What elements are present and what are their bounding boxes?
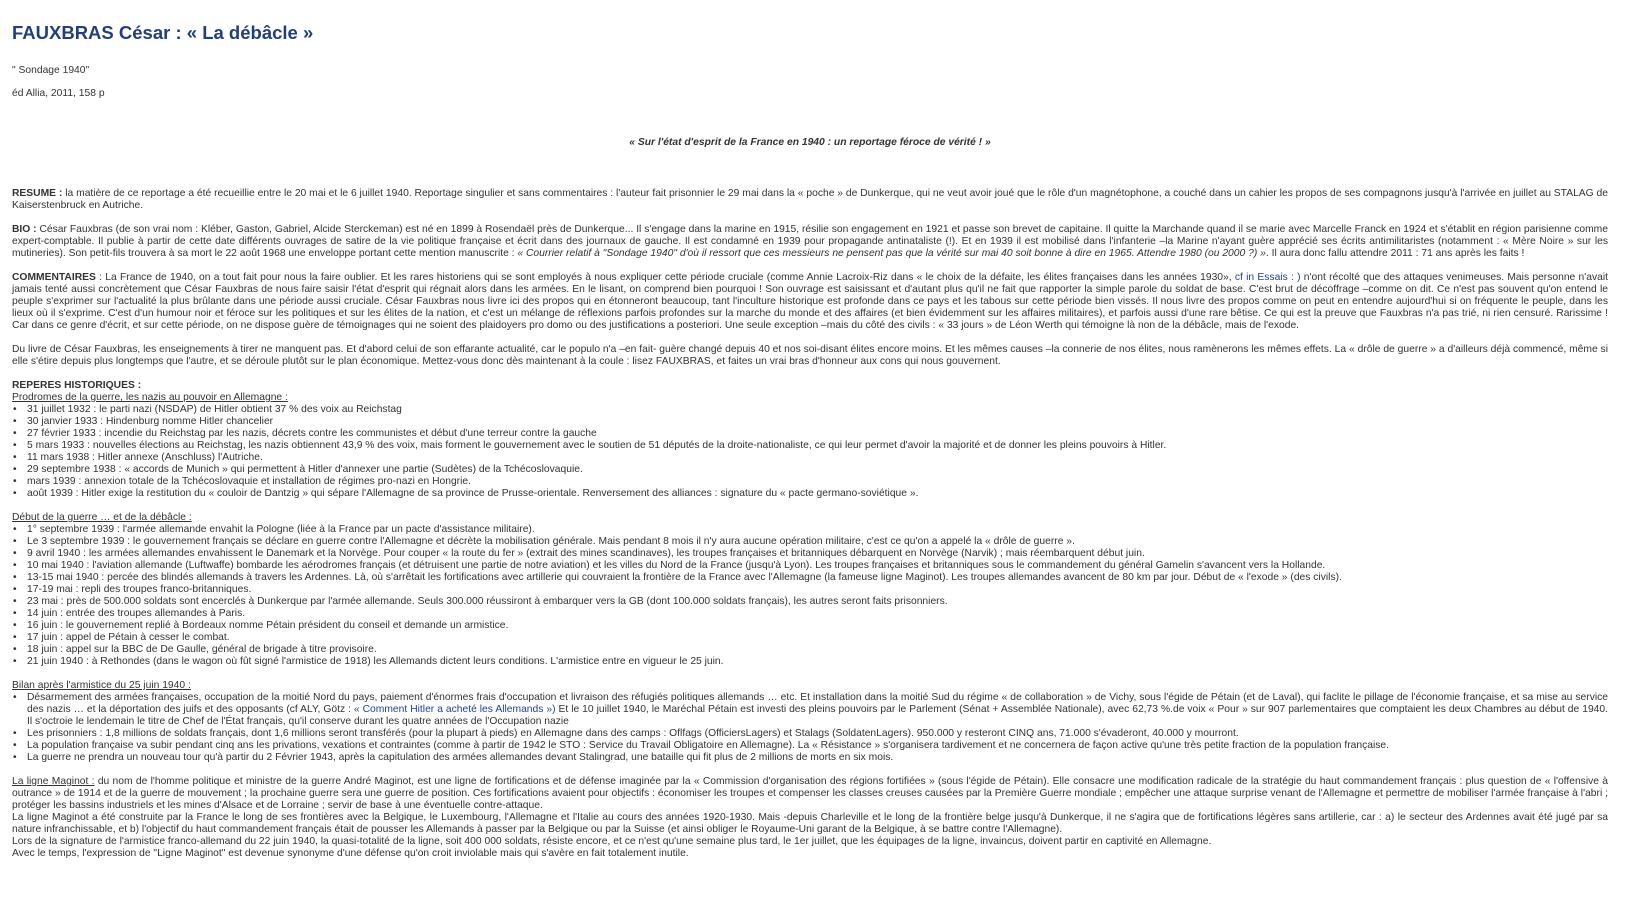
commentaires-text-rest: n'ont récolté que des attaques venimeuses. Mais personne n'avait jamais tenté aussi concrètement que César Fauxbras de nous faire saisir l'état d'esprit qui régnait alors dans les armées. En le lisant, on comprend bien pourquoi ! Son ouvrage est saisissant et d'autant plus qu'il ne fait que rapporter la simple parole du soldat de base. C'est brut de décoffrage –comme on dit. Ce n'est pas souvent qu'on entend le peuple s'exprimer sur l'actualité la plus brûlante dans une période aussi cruciale. César Fauxbras nous livre ici des propos qui en étonneront beaucoup, tant l'inculture historique est profonde dans ce pays et les tabous sur cette période bien vissés. Il nous livre des propos comme on peut en entendre aujourd'hui si on fréquente le peuple, dans les lieux où il s'exprime. C'est d'un humour noir et féroce sur les politiques et sur les élites de la nation, et c'est un mélange de réflexions parfois profondes sur la marche du monde et des affaires (et bien évidemment sur les affaires militaires), et parfois aussi d'une rare bêtise. Ce qui est la preuve que Fauxbras n'a pas trié, ni rien censuré. Rarissime ! Car dans ce genre d'écrit, et sur cette période, on ne dispose guère de témoignages qui ne soient des plaidoyers pro domo ou des justifications a posteriori. Une seule exception –mais du côté des civils : « 33 jours » de Léon Werth qui témoigne là non de la débâcle, mais de l'exode. [12,272,1608,331]
prodromes-title: Prodromes de la guerre, les nazis au pouvoir en Allemagne : [12,392,288,403]
list-item: • 23 mai : près de 500.000 soldats sont encerclés à Dunkerque par l'armée allemande. Seuls 300.000 réussiront à embarquer vers la GB (dont 100.000 soldats français), les autres seront faits prisonniers. [12,596,1608,608]
maginot-paragraph: Avec le temps, l'expression de "Ligne Maginot" est devenue synonyme d'une défense qu'on croit inviolable mais qui s'avère en fait totalement inutile. [12,848,689,859]
tagline: « Sur l'état d'esprit de la France en 1940 : un reportage féroce de vérité ! » [629,137,991,148]
maginot-section [12,776,1608,860]
list-item: • Le 3 septembre 1939 : le gouvernement français se déclare en guerre contre l'Allemagne et décrète la mobilisation générale. Mais pendant 8 mois il n'y aura aucune opération militaire, c'est ce qu'on a appelé la « drôle de guerre ». [12,536,1608,548]
reperes-heading: REPERES HISTORIQUES : [12,380,142,391]
debut-list [12,524,1608,668]
maginot-paragraph: La ligne Maginot a été construite par la France le long de ses frontières avec la Belgique, le Luxembourg, l'Allemagne et l'Italie au cours des années 1920-1930. Mais -depuis Charleville et le long de la frontière belge jusqu'à Dunkerque, il ne s'agira que de fortifications légères sans artillerie, car : a) le secteur des Ardennes avait été jugé par sa nature infranchissable, et b) l'objectif du haut commandement français était de pousser les Allemands à passer par la Belgique ou par la Suisse (et ainsi obliger le Royaume-Uni garant de la Belgique, à se battre contre l'Allemagne). [12,812,1608,835]
list-item: • 17-19 mai : repli des troupes franco-britanniques. [12,584,1608,596]
bilan-text: Désarmement des armées françaises, occupation de la moitié Nord du pays, paiement d'énormes frais d'occupation et livraison des réfugiés politiques allemands … etc. Et installation dans la moitié Sud du régime « de collaboration » de Vichy, sous l'égide de Pétain (et de Laval), qui faclite le pillage de l'économie française, et sa mise au service des nazis … et la déportation des juifs et des opposants (cf ALY, Götz : [27,692,1608,715]
list-item: • 21 juin 1940 : à Rethondes (dans le wagon où fût signé l'armistice de 1918) les Allemands dictent leurs conditions. L'armistice entre en vigueur le 25 juin. [12,656,1608,668]
commentaires-text: : La France de 1940, on a tout fait pour nous la faire oublier. Et les rares historiens qui se sont employés à nous expliquer cette période cruciale (comme Annie Lacroix-Riz dans « le choix de la défaite, les élites françaises dans les années 1930», [95,272,1235,283]
resume-label: RESUME : [12,188,63,199]
list-item: • 14 juin : entrée des troupes allemandes à Paris. [12,608,1608,620]
debut-section [12,512,1608,668]
bio-paragraph [12,224,1608,260]
list-item: • 16 juin : le gouvernement replié à Bordeaux nomme Pétain président du conseil et demande un armistice. [12,620,1608,632]
resume-text: la matière de ce reportage a été recueillie entre le 20 mai et le 6 juillet 1940. Reportage singulier et sans commentaires : l'auteur fait prisonnier le 29 mai dans la « poche » de Dunkerque, qui ne veut avoir joué que le rôle d'un magnétophone, a couché dans un cahier les propos de ses compagnons jusqu'à l'arrivée en juillet au STALAG de Kaiserstenbruck en Autriche. [12,188,1608,211]
aly-link[interactable]: « Comment Hitler a acheté les Allemands ») [353,704,556,715]
list-item: • 5 mars 1933 : nouvelles élections au Reichstag, les nazis obtiennent 43,9 % des voix, mais forment le gouvernement avec le soutien de 51 députés de la droite-nationaliste, ce qui leur permet d'avoir la majorité et de donner les pleins pouvoirs à Hitler. [12,440,1608,452]
list-item: • La guerre ne prendra un nouveau tour qu'à partir du 2 Février 1943, après la capitulation des armées allemandes devant Stalingrad, une bataille qui fit plus de 2 millions de morts en six mois. [12,752,1608,764]
list-item [12,692,1608,728]
bio-text: César Fauxbras (de son vrai nom : Kléber, Gaston, Gabriel, Alcide Sterckeman) est né en 1899 à Rosendaël près de Dunkerque... Il s'engage dans la marine en 1915, résilie son engagement en 1921 et passe son brevet de capitaine. Il quitte la Marchande quand il se marie avec Marcelle Franck en 1924 et s'établit en région parisienne comme expert-comptable. Il publie à partir de cette date différents ouvrages de satire de la vie politique française et écrit dans des journaux de gauche. Il est condamné en 1939 pour propagande antinataliste (!). Et en 1939 il est mobilisé dans l'infanterie –la Marine n'ayant guère apprécié ses écrits antimilitaristes (notamment : « Mère Noire » sur les mutineries). Son petit-fils trouvera à sa mort le 22 août 1968 une enveloppe portant cette mention manuscrite : [12,224,1608,259]
list-item: • mars 1939 : annexion totale de la Tchécoslovaquie et installation de régimes pro-nazi en Hongrie. [12,476,1608,488]
resume-paragraph [12,188,1608,212]
bilan-text-rest: Et le 10 juillet 1940, le Maréchal Pétain est investi des pleins pouvoirs par le Parlement (Sénat + Assemblée Nationale), avec 62,73 %.de voix « Pour » sur 907 parlementaires que comptaient les deux Chambres au début de 1940. Il s'octroie le lendemain le titre de Chef de l'État français, qu'il conserve durant les quatre années de l'Occupation nazie [27,704,1608,727]
maginot-paragraph: Lors de la signature de l'armistice franco-allemand du 22 juin 1940, la quasi-totalité de la ligne, soit 400 000 soldats, résiste encore, et ce n'est qu'une semaine plus tard, le 1er juillet, que les équipages de la ligne, invaincus, doivent partir en captivité en Allemagne. [12,836,1212,847]
list-item: • 1° septembre 1939 : l'armée allemande envahit la Pologne (liée à la France par un pacte d'assistance militaire). [12,524,1608,536]
list-item: • 17 juin : appel de Pétain à cesser le combat. [12,632,1608,644]
list-item: • août 1939 : Hitler exige la restitution du « couloir de Dantzig » qui sépare l'Allemagne de sa province de Prusse-orientale. Renversement des alliances : signature du « pacte germano-soviétique ». [12,488,1608,500]
prodromes-list [12,404,1608,500]
bilan-title: Bilan après l'armistice du 25 juin 1940 : [12,680,191,691]
list-item: • 31 juillet 1932 : le parti nazi (NSDAP) de Hitler obtient 37 % des voix au Reichstag [12,404,1608,416]
bio-label: BIO : [12,224,37,235]
list-item: • 9 avril 1940 : les armées allemandes envahissent le Danemark et la Norvège. Pour couper « la route du fer » (extrait des mines scandinaves), les troupes françaises et britanniques débarquent en Norvège (Narvik) ; mais réembarquent début juin. [12,548,1608,560]
maginot-paragraph [12,776,1608,812]
list-item: • 27 février 1933 : incendie du Reichstag par les nazis, décrets contre les communistes et début d'une terreur contre la gauche [12,428,1608,440]
bilan-section [12,680,1608,764]
list-item: • 13-15 mai 1940 : percée des blindés allemands à travers les Ardennes. Là, où s'arrêtait les fortifications avec artillerie qui couvraient la frontière de la France avec l'Allemagne (la fameuse ligne Maginot). Les troupes allemandes avancent de 80 km par jour. Début de « l'exode » (des civils). [12,572,1608,584]
bio-tail: . Il aura donc fallu attendre 2011 : 71 ans après les faits ! [1265,248,1525,259]
bio-quote: « Courrier relatif à "Sondage 1940" d'où il ressort que ces messieurs ne pensent pas que la vérité sur mai 40 soit bonne à dire en 1965. Attendre 1980 (ou 2000 ?) » [517,248,1266,259]
commentaires-paragraph [12,272,1608,332]
book-publisher: éd Allia, 2011, 158 p [12,88,105,99]
essais-link[interactable]: cf in Essais : ) [1234,272,1301,283]
list-item: • Les prisonniers : 1,8 millions de soldats français, dont 1,6 millions seront transférés (pour la plupart à pieds) en Allemagne dans des camps : Oflfags (OfficiersLagers) et Stalags (SoldatenLagers). 950.000 y resteront CINQ ans, 71.000 s'évaderont, 40.000 y mourront. [12,728,1608,740]
maginot-text: du nom de l'homme politique et ministre de la guerre André Maginot, est une ligne de fortifications et de défense imaginée par la « Commission d'organisation des régions fortifiées » (sous l'égide de Pétain). Elle consacre une modification radicale de la stratégie du haut commandement français : plus question de « l'offensive à outrance » de 1914 et de la guerre de mouvement ; la prochaine guerre sera une guerre de position. Ces fortifications avaient pour objectifs : économiser les troupes et compenser les classes creuses causées par la Première Guerre mondiale ; empêcher une attaque surprise venant de l'Allemagne et permettre de mobiliser l'armée française à l'abri ; protéger les bassins industriels et les mines d'Alsace et de Lorraine ; servir de base à une éventuelle contre-attaque. [12,776,1608,811]
bilan-list [12,692,1608,764]
list-item: • La population française va subir pendant cinq ans les privations, vexations et contraintes (comme à partir de 1942 le STO : Service du Travail Obligatoire en Allemagne). La « Résistance » s'organisera tardivement et ne concernera de façon active qu'une très petite fraction de la population française. [12,740,1608,752]
list-item: • 11 mars 1938 : Hitler annexe (Anschluss) l'Autriche. [12,452,1608,464]
maginot-title: La ligne Maginot : [12,776,95,787]
enseignements-paragraph: Du livre de César Fauxbras, les enseignements à tirer ne manquent pas. Et d'abord celui de son effarante actualité, car le populo n'a –en fait- guère changé depuis 40 et nos soi-disant élites encore moins. Et les mêmes causes –la connerie de nos élites, nous ramènerons les mêmes effets. La « drôle de guerre » a d'ailleurs déjà commencé, même si elle s'étire depuis plus longtemps que l'autre, et se déroule plutôt sur le plan économique. Mettez-vous donc dès maintenant à la coule : lisez FAUXBRAS, et faites un vrai bras d'honneur aux cons qui nous gouvernent. [12,344,1608,367]
list-item: • 30 janvier 1933 : Hindenburg nomme Hitler chancelier [12,416,1608,428]
page-title: FAUXBRAS César : « La débâcle » [12,22,314,43]
debut-title: Début de la guerre … et de la débâcle : [12,512,192,523]
reperes-section [12,380,1608,500]
commentaires-label: COMMENTAIRES [12,272,96,283]
list-item: • 10 mai 1940 : l'aviation allemande (Luftwaffe) bombarde les aérodromes français (et détruisent une partie de notre aviation) et les villes du Nord de la France (jusqu'à Lyon). Les troupes françaises et britanniques sous le commandement du général Gamelin s'avancent vers la Hollande. [12,560,1608,572]
list-item: • 18 juin : appel sur la BBC de De Gaulle, général de brigade à titre provisoire. [12,644,1608,656]
book-subtitle: " Sondage 1940" [12,65,90,76]
list-item: • 29 septembre 1938 : « accords de Munich » qui permettent à Hitler d'annexer une partie (Sudètes) de la Tchécoslovaquie. [12,464,1608,476]
